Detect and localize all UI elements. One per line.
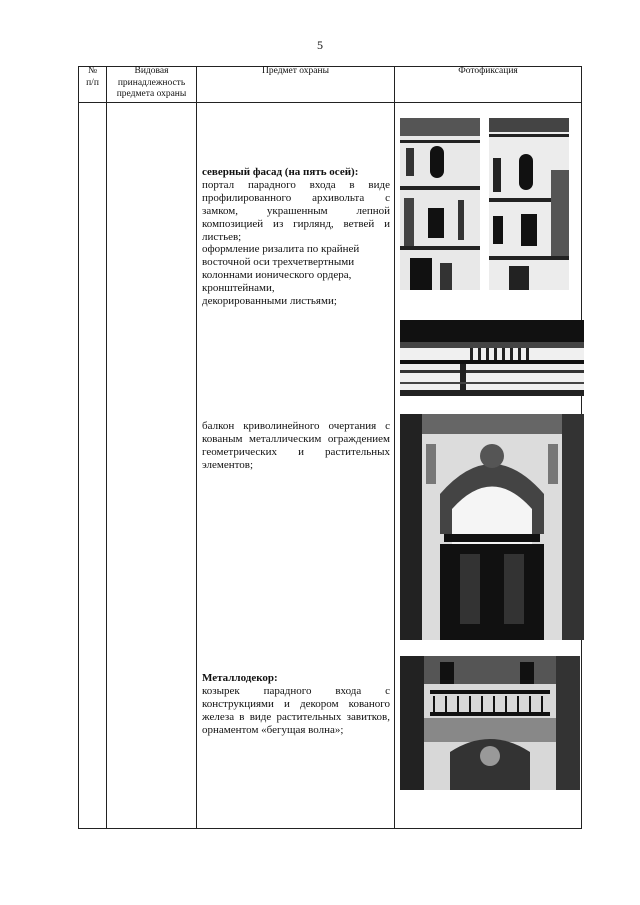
north-facade-block xyxy=(202,166,390,308)
page-number: 5 xyxy=(317,38,323,52)
metal-decor-block xyxy=(202,672,390,737)
north-facade-leaves: декорированными листьями; xyxy=(202,295,337,308)
wrought-iron-canopy-photo xyxy=(400,656,580,790)
balcony-text: балкон криволинейного очертания с кованым металлическим ограждением геометрических и растительных элементов; xyxy=(202,420,390,471)
header-photo: Фотофиксация xyxy=(458,66,518,76)
north-facade-risalit: оформление ризалита по крайней восточной оси трехчетвертными колоннами ионического ордера, кронштейнами, xyxy=(202,243,360,295)
north-facade-title: северный фасад (на пять осей): xyxy=(202,166,359,178)
header-number: № п/п xyxy=(86,66,99,88)
metal-decor-text: козырек парадного входа с конструкциями и декором кованого железа в виде растительных завитков, орнаментом «бегущая волна»; xyxy=(202,684,390,736)
header-subject: Предмет охраны xyxy=(262,66,329,76)
arched-portal-photo xyxy=(400,414,584,640)
cornice-balustrade-photo xyxy=(400,320,584,396)
building-facade-photo xyxy=(400,118,480,290)
metal-decor-title: Металлодекор: xyxy=(202,672,278,684)
balcony-block xyxy=(202,420,390,472)
header-type: Видовая принадлежность предмета охраны xyxy=(116,66,187,99)
north-facade-portal: портал парадного входа в виде профилированного архивольта с замком, украшенным лепной композицией из гирлянд, ветвей и листьев; xyxy=(202,178,390,243)
building-facade-photo xyxy=(489,118,569,290)
